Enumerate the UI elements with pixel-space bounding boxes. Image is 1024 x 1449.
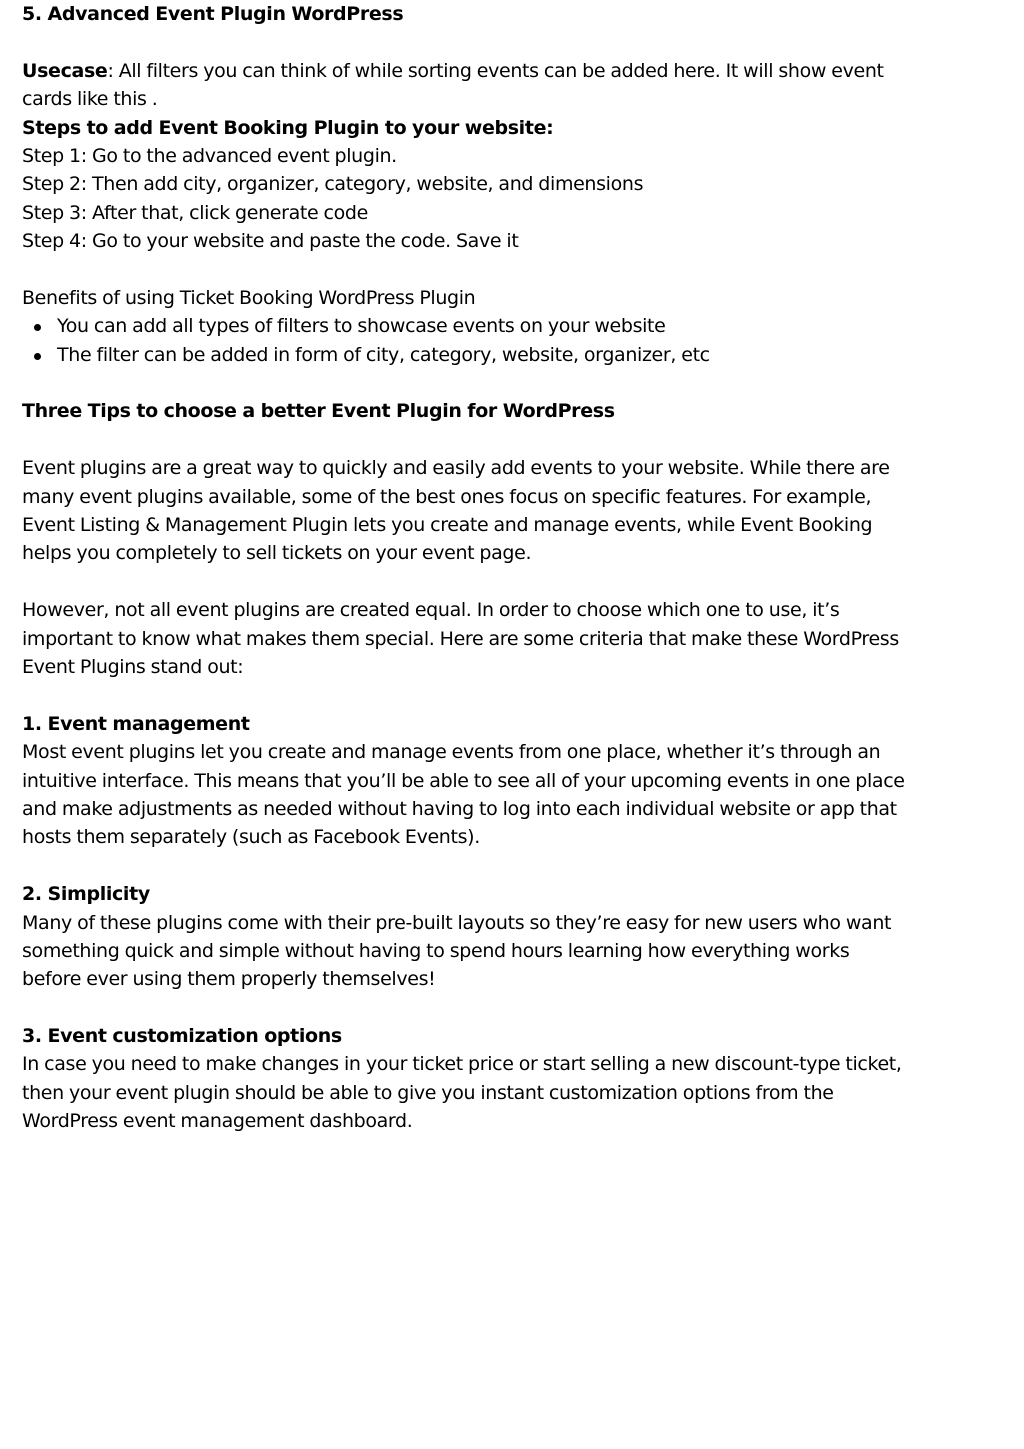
spacer — [22, 568, 1022, 596]
benefits-heading: Benefits of using Ticket Booking WordPress Plugin — [22, 286, 476, 309]
bullet-icon — [34, 324, 41, 331]
intro-2-line: However, not all event plugins are created equal. In order to choose which one to use, it’s — [22, 599, 840, 622]
tip-3-line: In case you need to make changes in your ticket price or start selling a new discount-type ticket, — [22, 1053, 902, 1076]
tip-1-line: intuitive interface. This means that you’ll be able to see all of your upcoming events in one place — [22, 769, 905, 792]
spacer — [22, 28, 1022, 56]
spacer — [22, 681, 1022, 709]
intro-1-line: many event plugins available, some of the best ones focus on specific features. For example, — [22, 485, 872, 508]
usecase-line-2: cards like this . — [22, 88, 158, 111]
step-2: Step 2: Then add city, organizer, category, website, and dimensions — [22, 173, 644, 196]
tip-1-line: and make adjustments as needed without having to log into each individual website or app that — [22, 797, 897, 820]
intro-1-line: helps you completely to sell tickets on your event page. — [22, 542, 532, 565]
tip-heading-customization: 3. Event customization options — [22, 1025, 342, 1048]
tip-2-line: before ever using them properly themselves! — [22, 968, 436, 991]
spacer — [22, 426, 1022, 454]
document-page — [22, 0, 1022, 1136]
section-heading-advanced-event-plugin: 5. Advanced Event Plugin WordPress — [22, 3, 404, 25]
benefit-item — [22, 341, 1022, 369]
benefit-text: The filter can be added in form of city, category, website, organizer, etc — [57, 343, 710, 366]
intro-2-line: important to know what makes them special. Here are some criteria that make these WordPress — [22, 627, 899, 650]
spacer — [22, 369, 1022, 397]
intro-1-line: Event plugins are a great way to quickly and easily add events to your website. While there are — [22, 457, 890, 480]
usecase-text-1: : All filters you can think of while sorting events can be added here. It will show event — [107, 59, 884, 82]
benefits-list — [22, 312, 1022, 369]
benefit-text: You can add all types of filters to showcase events on your website — [57, 315, 666, 338]
tip-1-line: Most event plugins let you create and manage events from one place, whether it’s through an — [22, 741, 881, 764]
step-4: Step 4: Go to your website and paste the code. Save it — [22, 230, 519, 253]
step-1: Step 1: Go to the advanced event plugin. — [22, 144, 397, 167]
tip-3-line: WordPress event management dashboard. — [22, 1110, 413, 1133]
step-3: Step 3: After that, click generate code — [22, 201, 368, 224]
tip-heading-simplicity: 2. Simplicity — [22, 883, 150, 906]
tip-1-line: hosts them separately (such as Facebook Events). — [22, 826, 480, 849]
spacer — [22, 256, 1022, 284]
steps-heading: Steps to add Event Booking Plugin to your website: — [22, 116, 554, 139]
spacer — [22, 852, 1022, 880]
intro-1-line: Event Listing & Management Plugin lets you create and manage events, while Event Booking — [22, 514, 873, 537]
usecase-line-1 — [22, 57, 1022, 85]
benefit-item — [22, 312, 1022, 340]
spacer — [22, 994, 1022, 1022]
tip-heading-event-management: 1. Event management — [22, 712, 250, 735]
tip-3-line: then your event plugin should be able to give you instant customization options from the — [22, 1081, 834, 1104]
tips-heading: Three Tips to choose a better Event Plugin for WordPress — [22, 400, 615, 423]
intro-2-line: Event Plugins stand out: — [22, 655, 244, 678]
tip-2-line: Many of these plugins come with their pre-built layouts so they’re easy for new users who want — [22, 911, 892, 934]
tip-2-line: something quick and simple without having to spend hours learning how everything works — [22, 939, 850, 962]
usecase-label: Usecase — [22, 59, 108, 82]
bullet-icon — [34, 353, 41, 360]
